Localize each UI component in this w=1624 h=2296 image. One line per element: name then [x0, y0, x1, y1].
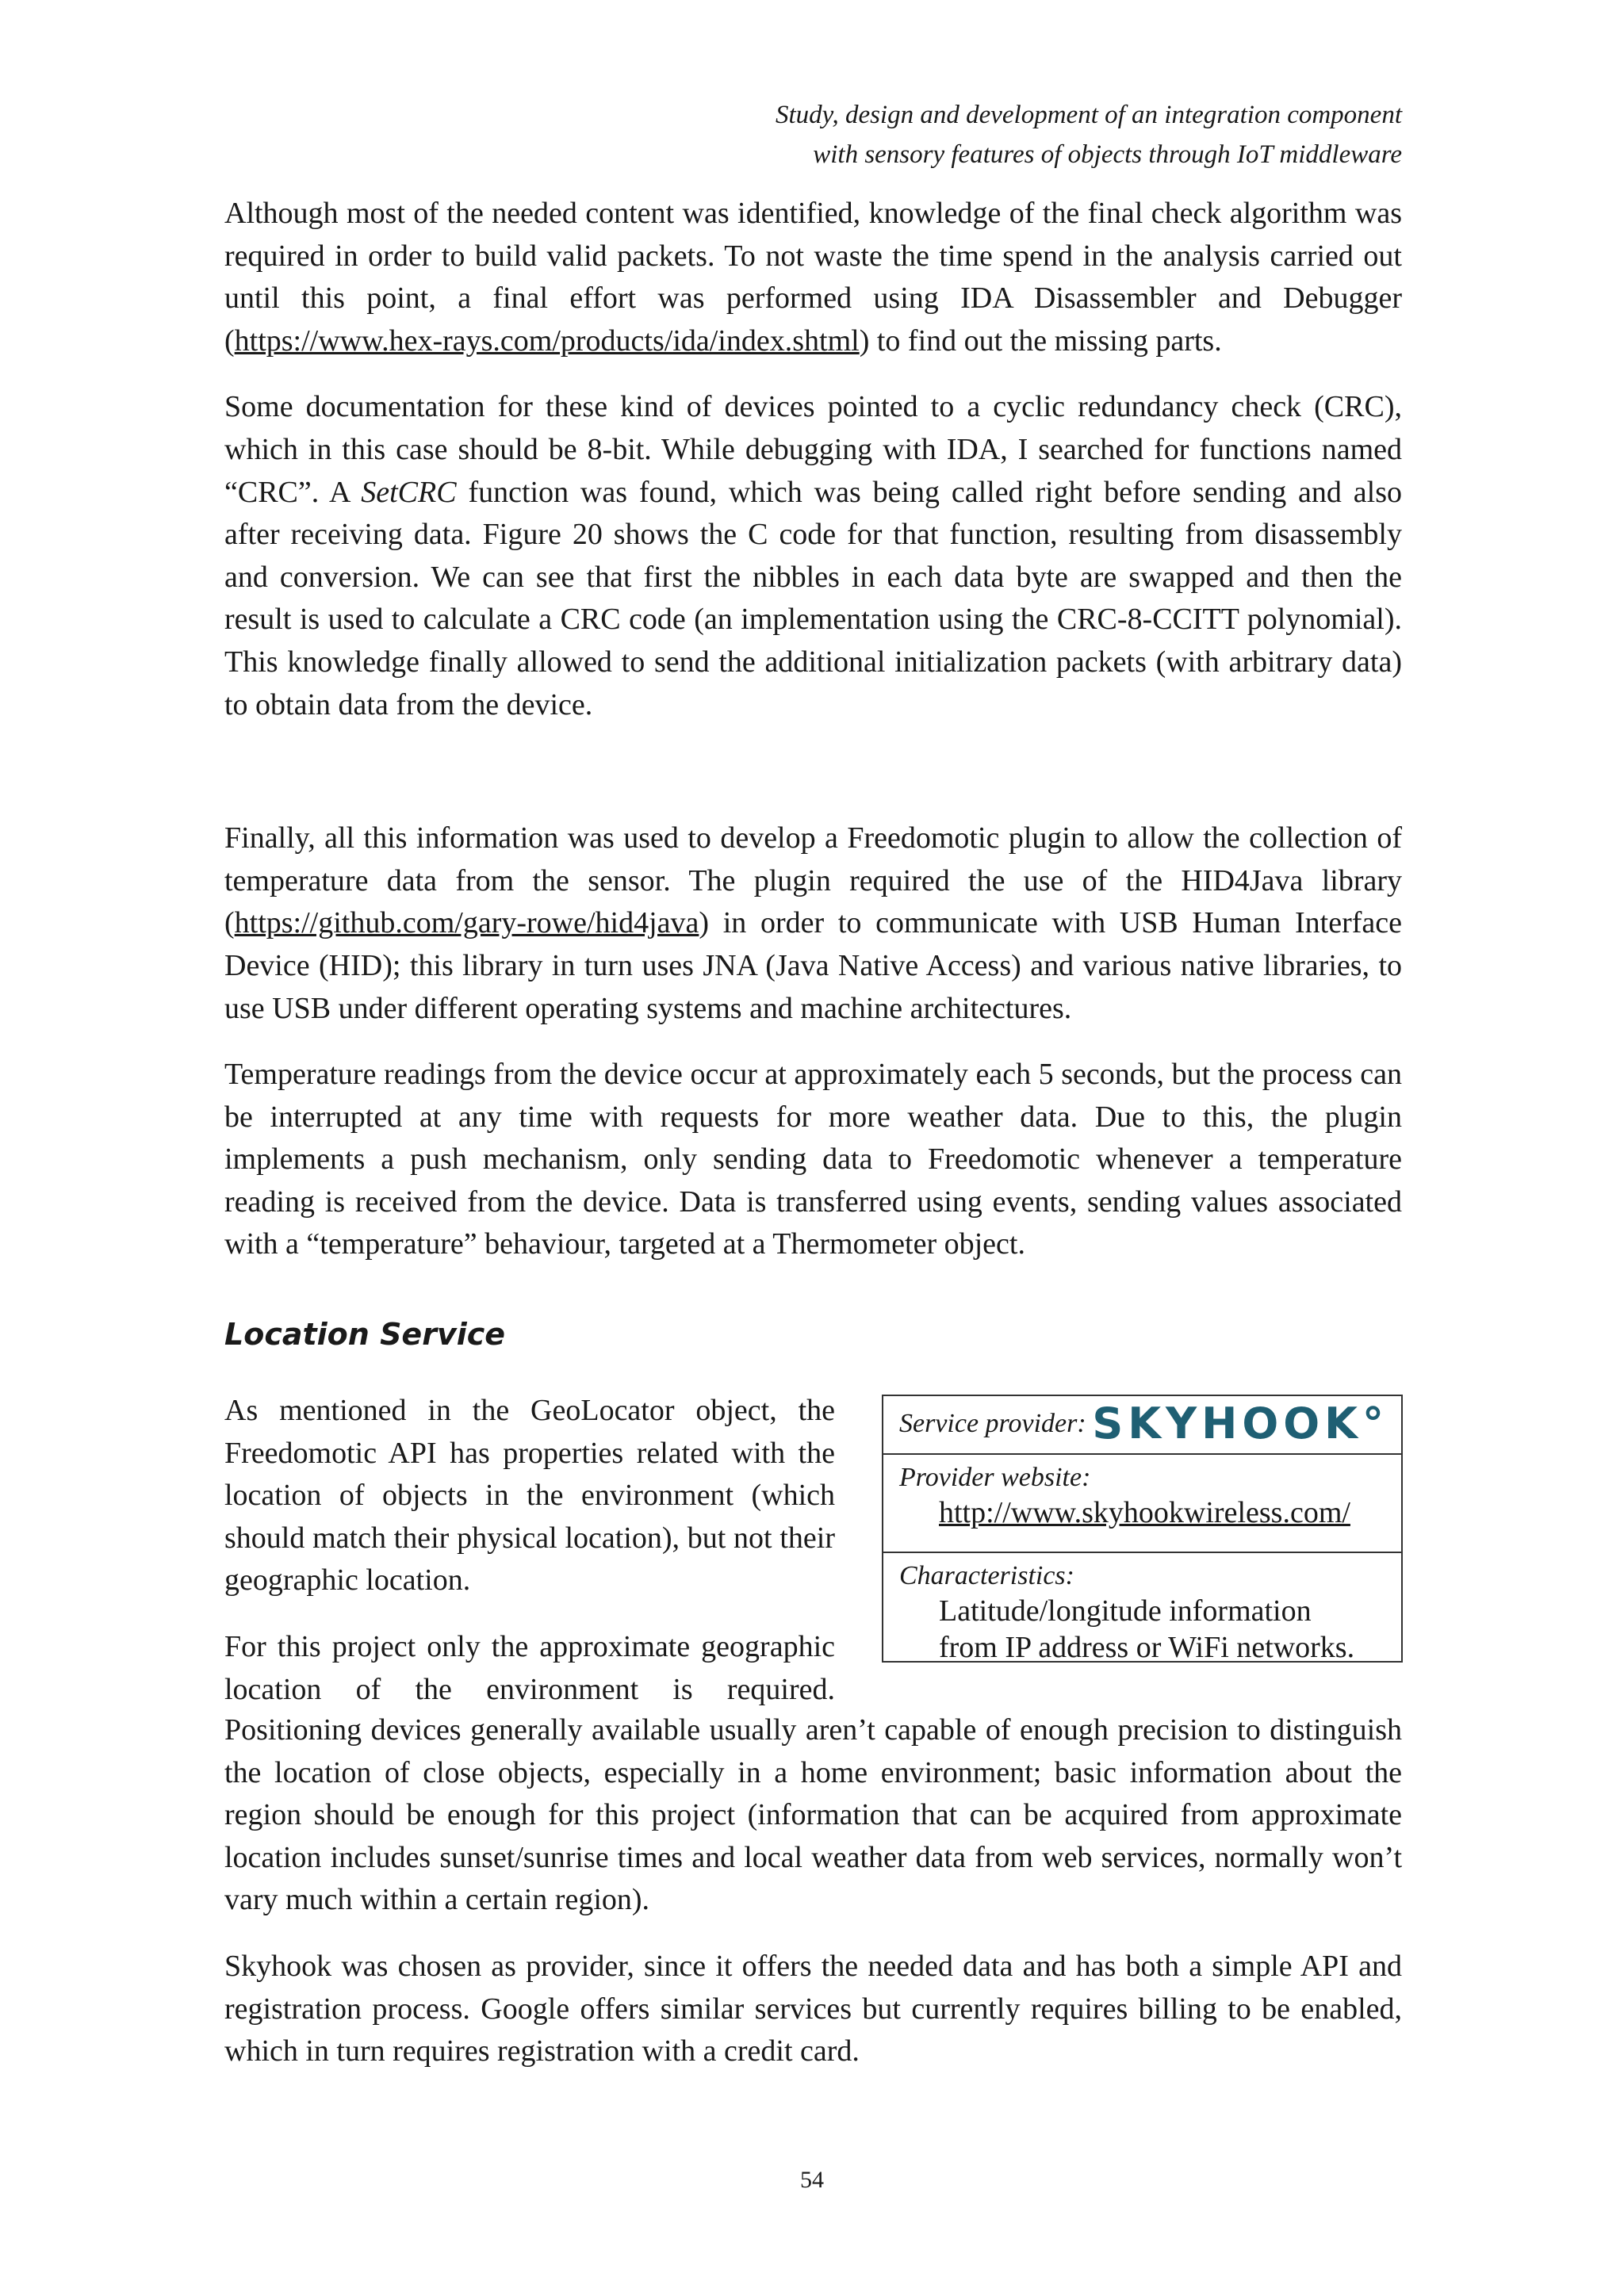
paragraph-geolocator: As mentioned in the GeoLocator object, the Freedomotic API has properties related with the location of objects in the environment (which should match their physical location), but not their geographic location.	[224, 1394, 835, 1598]
skyhook-website-link[interactable]: http://www.skyhookwireless.com/	[939, 1496, 1350, 1529]
provider-row	[883, 1396, 1401, 1455]
main-text	[224, 193, 1402, 1266]
running-header	[450, 95, 1402, 174]
paragraph-text: function was found, which was being called right before sending and also after receiving data. Figure 20 shows the C code for that function, resulting from disassembly and conversion. We can see that first the nibbles in each data byte are swapped and then the result is used to calculate a CRC code (an implementation using the CRC-8-CCITT polynomial). This knowledge finally allowed to send the additional initialization packets (with arbitrary data) to obtain data from the device.	[224, 475, 1402, 721]
paragraph-text: Although most of the needed content was identified, knowledge of the final check algorithm was required in order to build valid packets. To not waste the time spend in the analysis carried out until this point, a final effort was performed using IDA Disassembler and Debugger (	[224, 197, 1402, 358]
website-label: Provider website:	[899, 1463, 1091, 1492]
paragraph-temperature: Temperature readings from the device occur at approximately each 5 seconds, but the process can be interrupted at any time with requests for more weather data. Due to this, the plugin implements a push mechanism, only sending data to Freedomotic whenever a temperature reading is received from the device. Data is transferred using events, sending values associated with a “temperature” behaviour, targeted at a Thermometer object.	[224, 1058, 1402, 1261]
paragraph-skyhook: Skyhook was chosen as provider, since it offers the needed data and has both a simple API and registration process. Google offers similar services but currently requires billing to be enabled, which in turn requires registration with a credit card.	[224, 1949, 1402, 2068]
paragraph-plugin	[224, 817, 1402, 1030]
paragraph-approximate-start: For this project only the approximate geographic location of the environment is required.	[224, 1629, 835, 1706]
characteristics-label: Characteristics:	[899, 1561, 1074, 1590]
header-line-2: with sensory features of objects through IoT middleware	[813, 140, 1402, 169]
paragraph-ida	[224, 193, 1402, 362]
paragraph-crc	[224, 386, 1402, 726]
paragraph-text: ) to find out the missing parts.	[859, 323, 1222, 358]
header-line-1: Study, design and development of an integration component	[775, 101, 1402, 129]
service-info-box	[882, 1395, 1403, 1663]
paragraph-text: Some documentation for these kind of devices pointed to a cyclic redundancy check (CRC), which in this case should be 8-bit. While debugging with IDA, I searched for functions named “CRC”. A	[224, 390, 1402, 509]
page-number: 54	[800, 2167, 824, 2193]
paragraph-text: Finally, all this information was used to develop a Freedomotic plugin to allow the collection of temperature data from the sensor. The plugin required the use of the HID4Java library (	[224, 821, 1402, 940]
section-heading: Location Service	[224, 1317, 506, 1352]
setcrc-function-name: SetCRC	[361, 475, 457, 509]
ida-link[interactable]: https://www.hex-rays.com/products/ida/index.shtml	[234, 323, 860, 358]
paragraph-text: ) in order to communicate with USB Human Interface Device (HID); this library in turn uses JNA (Java Native Access) and various native libraries, to use USB under different operating systems and machine architectures.	[224, 906, 1402, 1025]
location-continuation	[224, 1709, 1402, 2073]
skyhook-logo: SKYHOOK°	[1092, 1399, 1388, 1448]
characteristics-row	[883, 1553, 1401, 1664]
characteristics-line-1: Latitude/longitude information	[939, 1594, 1312, 1628]
paragraph-approximate-rest: Positioning devices generally available usually aren’t capable of enough precision to distinguish the location of close objects, especially in a home environment; basic information about the region should be enough for this project (information that can be acquired from approximate location includes sunset/sunrise times and local weather data from web services, normally won’t vary much within a certain region).	[224, 1713, 1402, 1917]
characteristics-line-2: from IP address or WiFi networks.	[939, 1631, 1355, 1664]
website-row	[883, 1455, 1401, 1553]
hid4java-link[interactable]: https://github.com/gary-rowe/hid4java	[234, 906, 699, 940]
location-intro	[224, 1390, 835, 1711]
provider-label: Service provider:	[899, 1409, 1086, 1438]
